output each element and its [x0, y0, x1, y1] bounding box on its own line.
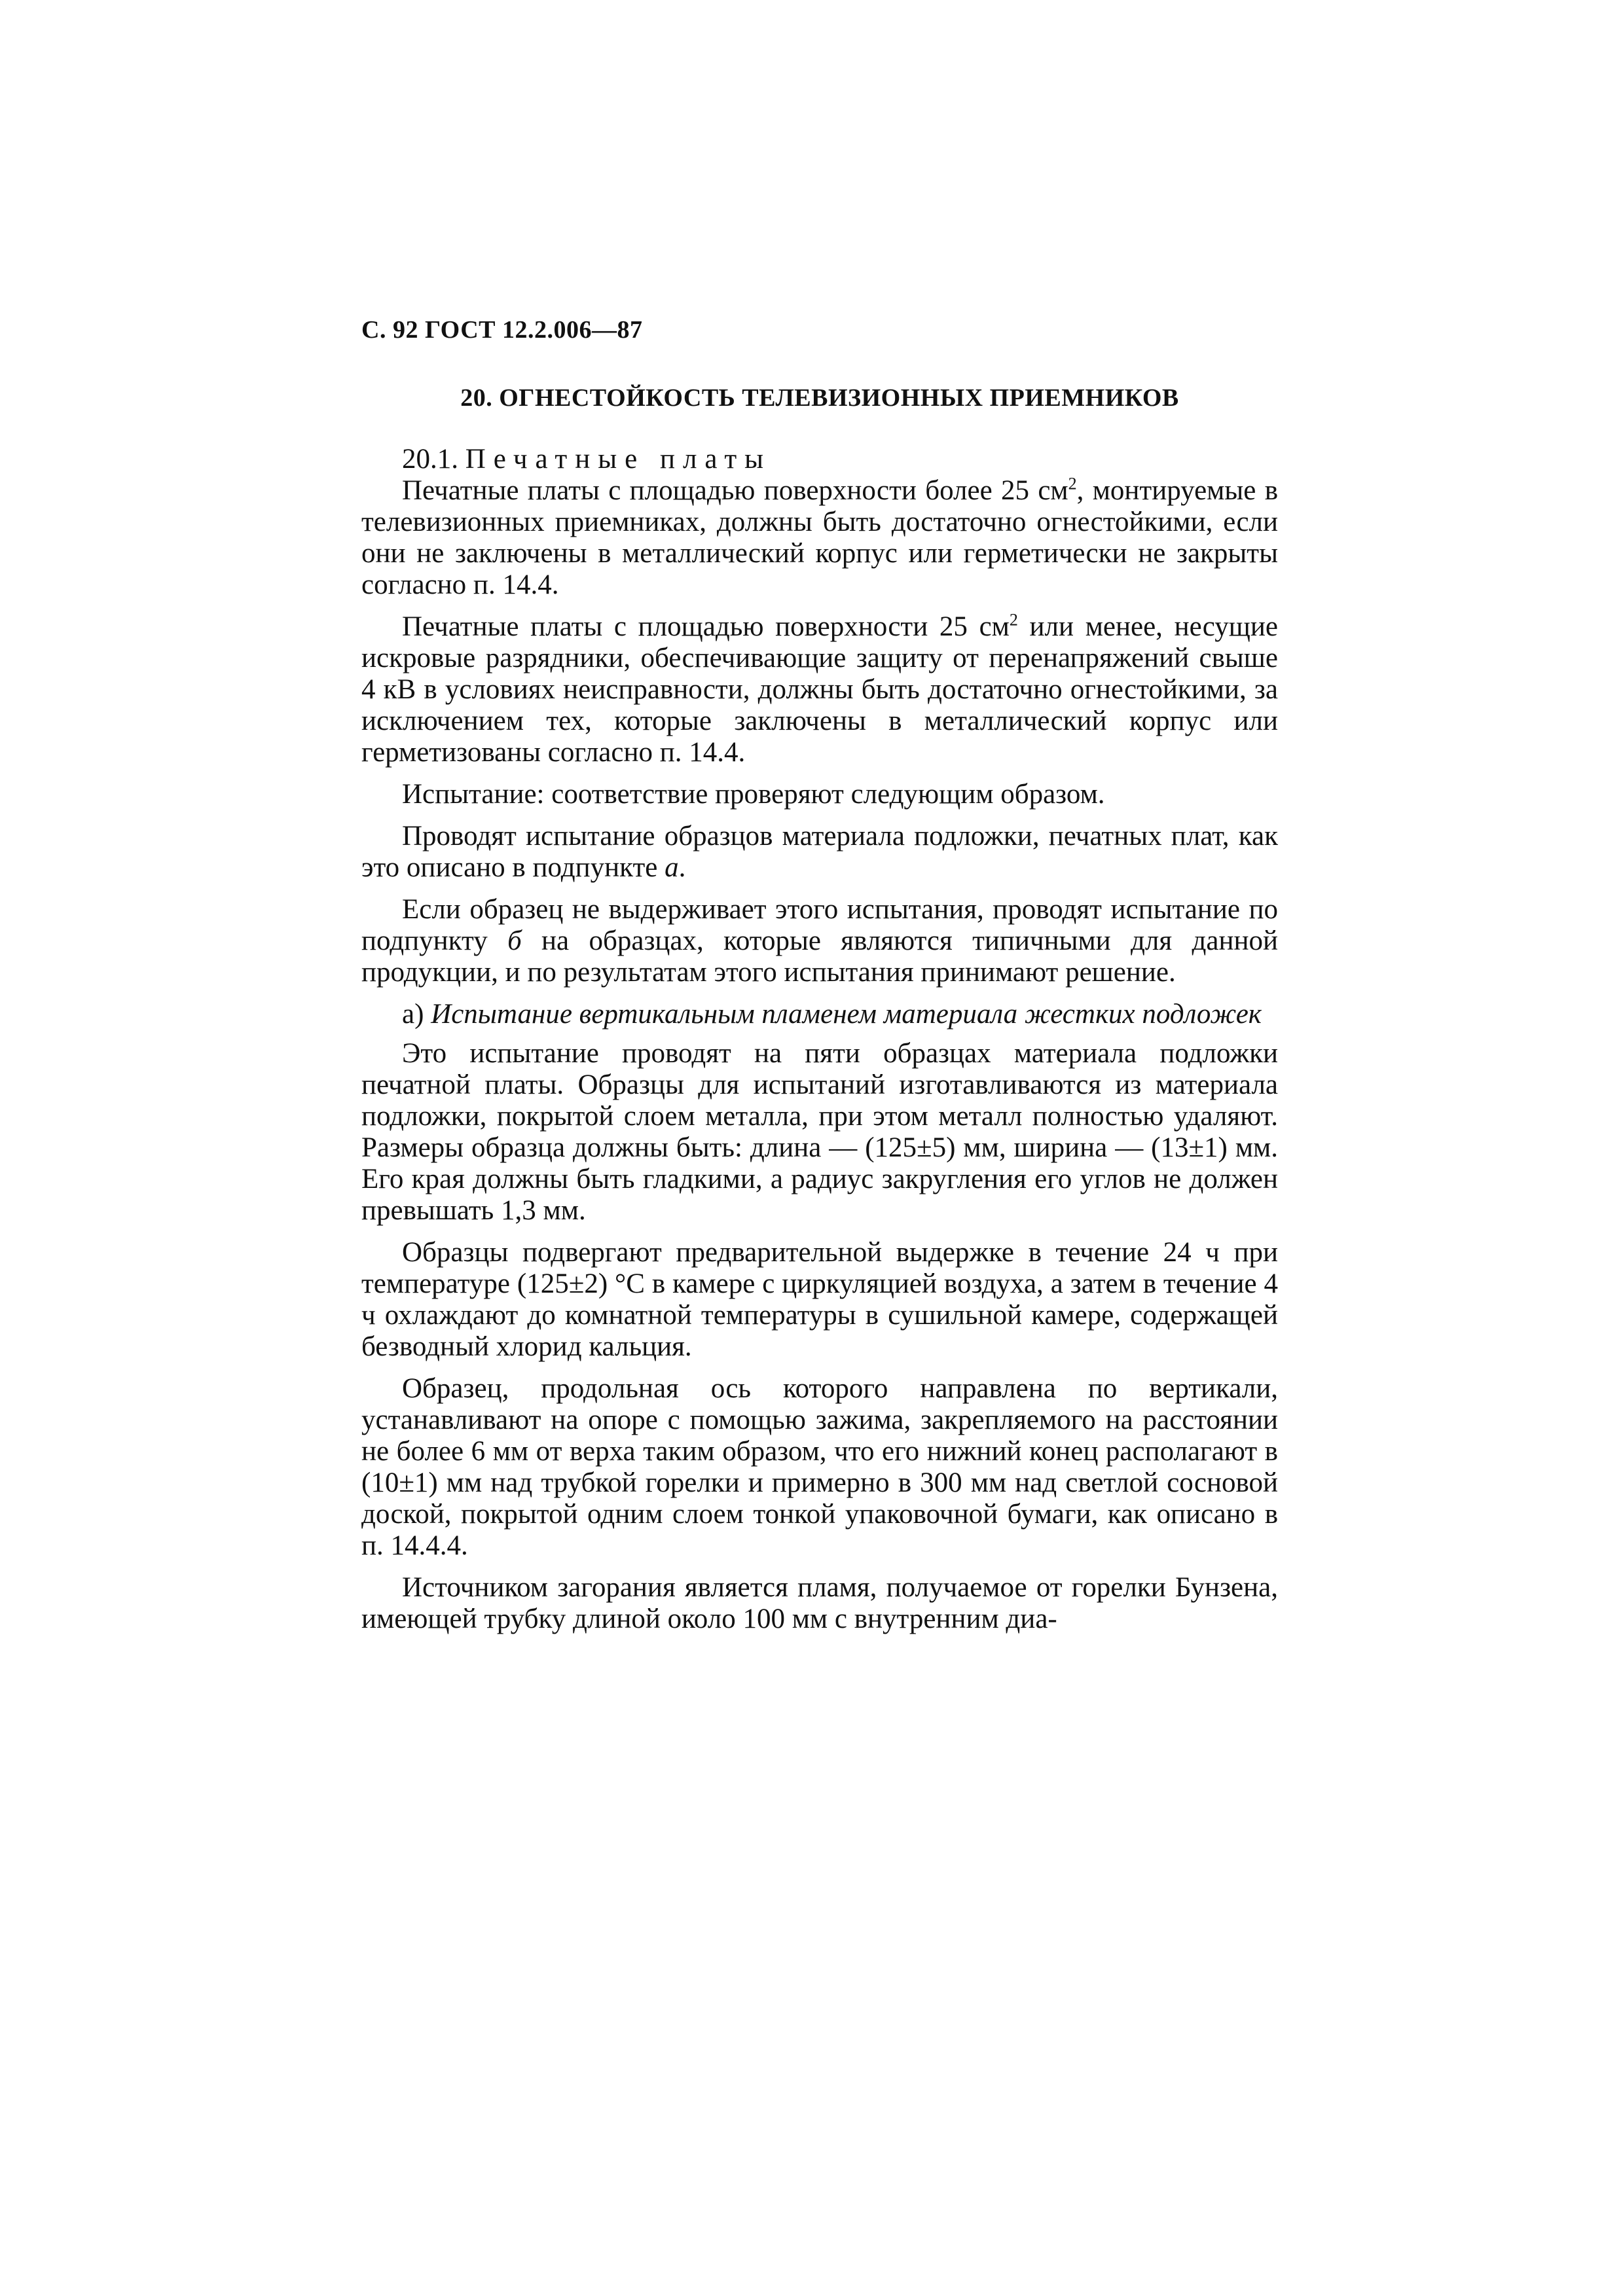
paragraph-2: [361, 611, 1278, 768]
paragraph-9: Источником загорания является пламя, получаемое от горелки Бунзена, имеющей трубку длиной около 100 мм с внутренним диа-: [361, 1572, 1278, 1634]
paragraph-3: Испытание: соответствие проверяют следующим образом.: [402, 779, 1105, 810]
paragraph-5: [361, 894, 1278, 988]
subsection-a-title: Испытание вертикальным пламенем материала жестких подложек: [431, 999, 1262, 1030]
subsection-heading: [361, 444, 1278, 475]
paragraph-7: Образцы подвергают предварительной выдержке в течение 24 ч при температуре (125±2) °С в камере с циркуляцией воздуха, а затем в течение 4 ч охлаждают до комнатной температуры в сушильной камере, содержащей безводный хлорид кальция.: [361, 1237, 1278, 1362]
paragraph-5-text-a: Если образец не выдерживает этого испытания, проводят испытание по подпункту: [361, 894, 1278, 956]
paragraph-1-text-b: , монтируемые в телевизионных приемниках, должны быть достаточно огнестойкими, если они не заключены в металлический корпус или герметически не закрыты согласно п. 14.4.: [361, 475, 1279, 600]
paragraph-6: Это испытание проводят на пяти образцах материала подложки печатной платы. Образцы для испытаний изготавливаются из материала подложки, покрытой слоем металла, при этом металл полностью удаляют. Размеры образца должны быть: длина — (125±5) мм, ширина — (13±1) мм. Его края должны быть гладкими, а радиус закругления его углов не должен превышать 1,3 мм.: [361, 1038, 1278, 1226]
paragraph-1-text-a: Печатные платы с площадью поверхности более 25 см: [402, 475, 1068, 506]
paragraph-5-text-b: на образцах, которые являются типичными для данной продукции, и по результатам этого испытания принимают решение.: [361, 925, 1278, 988]
superscript-2: 2: [1009, 610, 1018, 630]
paragraph-8: Образец, продольная ось которого направлена по вертикали, устанавливают на опоре с помощью зажима, закрепляемого на расстоянии не более 6 мм от верха таким образом, что его нижний конец располагают в (10±1) мм над трубкой горелки и примерно в 300 мм над светлой сосновой доской, покрытой одним слоем тонкой упаковочной бумаги, как описано в п. 14.4.4.: [361, 1373, 1278, 1561]
paragraph-2-text-b: или менее, несущие искровые разрядники, обеспечивающие защиту от перенапряжений свыше 4 кВ в условиях неисправности, должны быть достаточно огнестойкими, за исключением тех, которые заключены в металлический корпус или герметизованы согласно п. 14.4.: [361, 611, 1278, 768]
section-title: 20. ОГНЕСТОЙКОСТЬ ТЕЛЕВИЗИОННЫХ ПРИЕМНИКОВ: [460, 384, 1179, 412]
paragraph-4-text-a: Проводят испытание образцов материала подложки, печатных плат, как это описано в подпункте: [361, 821, 1278, 883]
subsection-number: 20.1.: [402, 444, 458, 475]
paragraph-4: [361, 821, 1278, 884]
paragraph-4-italic: а: [665, 852, 679, 883]
document-page: [361, 314, 1278, 1635]
subsection-a-label: а): [402, 999, 431, 1030]
subsection-title: Печатные платы: [465, 444, 772, 475]
paragraph-1: [361, 475, 1278, 601]
superscript-2: 2: [1068, 474, 1077, 493]
running-head: С. 92 ГОСТ 12.2.006—87: [361, 316, 643, 344]
paragraph-4-text-b: .: [678, 852, 686, 883]
paragraph-2-text-a: Печатные платы с площадью поверхности 25 см: [402, 611, 1010, 642]
subsection-a-heading: [361, 999, 1278, 1030]
paragraph-5-italic: б: [507, 925, 522, 956]
